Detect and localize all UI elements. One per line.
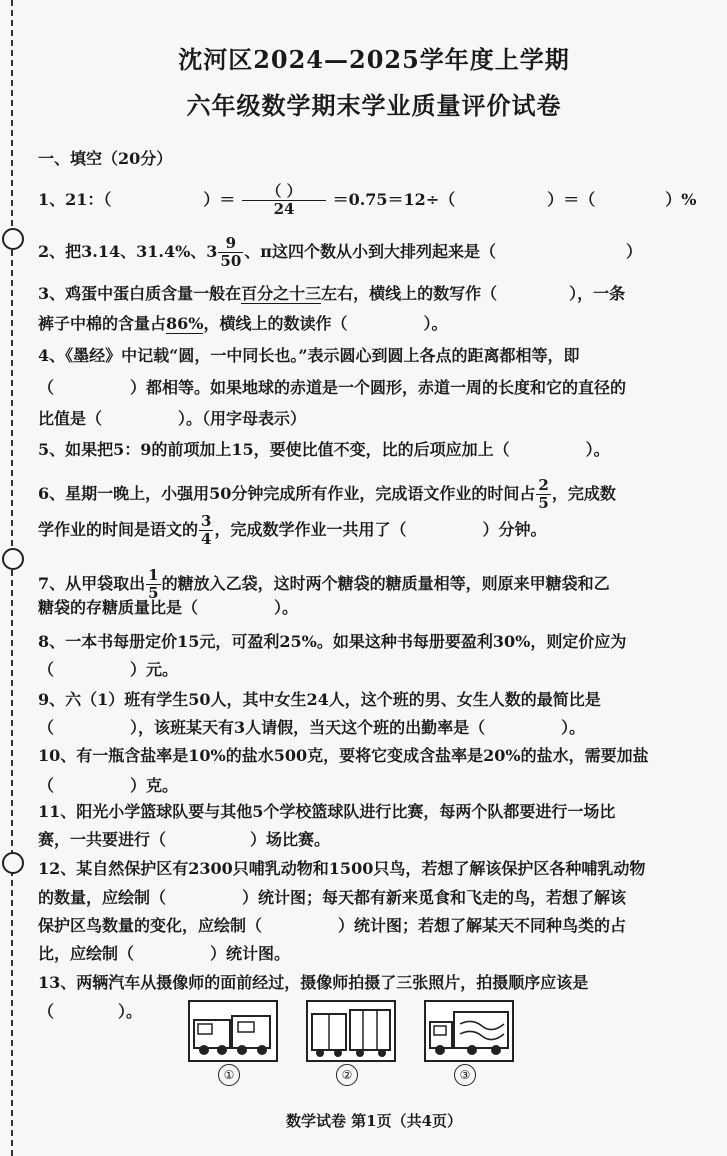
exam-title-line1: 沈河区2024—2025学年度上学期: [178, 45, 570, 74]
photo-2-label: ②: [336, 1064, 358, 1086]
photo-3-label: ③: [454, 1064, 476, 1086]
exam-page: 沈河区2024—2025学年度上学期 六年级数学期末学业质量评价试卷 一、填空（20分） 1、21：（ ）＝ $\frac{( )}{24}$ ＝0.75＝12÷（ ）＝（ ）% 2、把3.14、31.4%、3 $\frac{9}{50}$ 、π这四个数从小到大排列起来是（ ） 3、鸡蛋中蛋白质含量一般在百分之十三左右，横线上的数写作（ ），一条 裤子中棉的含量占86%，横线上的数读作（ ）。 4、《墨经》中记载“圆，一中同长也。”表示圆心到圆上各点的距离都相等，即 （ ）都相等。如果地球的赤道是一个圆形，赤道一周的长度和它的直径的 比值是（ ）。（用字母表示） 5、如果把5：9的前项加上15，要使比值不变，比的后项应加上（ ）。 6、星期一晚上，小强用50分钟完成所有作业，完成语文作业的时间占 $\frac{2}{5}$ ，完成数 学作业的时间是语文的 $\frac{3}{4}$ ，完成数学作业一共用了（ ）分钟。 7、从甲袋取出 $\frac{1}{5}$ 的糖放入乙袋，这时两个糖袋的糖质量相等，则原来甲糖袋和乙 糖袋的存糖质量比是（ ）。 8、一本书每册定价15元，可盈利25%。如果这种书每册要盈利30%，则定价应为 （ ）元。 9、六（1）班有学生50人，其中女生24人，这个班的男、女生人数的最简比是 （ ），该班某天有3人请假，当天这个班的出勤率是（ ）。 10、有一瓶含盐率是10%的盐水500克，要将它变成含盐率是20%的盐水，需要加盐 （ ）克。 11、阳光小学篮球队要与其他5个学校篮球队进行比赛，每两个队都要进行一场比 赛，一共要进行（ ）场比赛。 12、某自然保护区有2300只哺乳动物和1500只鸟，若想了解该保护区各种哺乳动物 的数量，应绘制（ ）统计图；每天都有新来觅食和飞走的鸟，若想了解该 保护区鸟数量的变化，应绘制（ ）统计图；若想了解某天不同种鸟类的占 比，应绘制（ ）统计图。 13、两辆汽车从摄像师的面前经过，摄像师拍摄了三张照片，拍摄顺序应该是 （ ）。 ① ② ③ 数学试卷 第1页（共4页）: [38, 0, 710, 1156]
page-footer: 数学试卷 第1页（共4页）: [285, 1112, 463, 1130]
question-9: 9、六（1）班有学生50人，其中女生24人，这个班的男、女生人数的最简比是: [38, 690, 601, 709]
question-8: 8、一本书每册定价15元，可盈利25%。如果这种书每册要盈利30%，则定价应为: [38, 632, 627, 651]
question-7: 7、从甲袋取出 $\frac{1}{5}$ 的糖放入乙袋，这时两个糖袋的糖质量相等，则原来甲糖袋和乙: [38, 566, 610, 602]
question-13: 13、两辆汽车从摄像师的面前经过，摄像师拍摄了三张照片，拍摄顺序应该是: [38, 973, 589, 992]
photo-1-label: ①: [218, 1064, 240, 1086]
photo-3-truck-image: [424, 1000, 514, 1062]
punch-hole-icon: [2, 548, 24, 570]
question-11: 11、阳光小学篮球队要与其他5个学校篮球队进行比赛，每两个队都要进行一场比: [38, 802, 616, 821]
binding-dashed-line: [11, 0, 13, 1156]
punch-hole-icon: [2, 852, 24, 874]
punch-hole-icon: [2, 228, 24, 250]
fraction-q6-a: $\frac{2}{5}$: [538, 476, 549, 512]
fraction-q2: $\frac{9}{50}$: [220, 234, 242, 270]
photo-options: [188, 1000, 528, 1090]
question-3: 3、鸡蛋中蛋白质含量一般在百分之十三左右，横线上的数写作（ ），一条: [38, 284, 626, 303]
exam-title-line2: 六年级数学期末学业质量评价试卷: [186, 91, 562, 120]
photo-2-trucks-image: [306, 1000, 396, 1062]
question-5: 5、如果把5：9的前项加上15，要使比值不变，比的后项应加上（ ）。: [38, 440, 610, 459]
question-2: 2、把3.14、31.4%、3 $\frac{9}{50}$ 、π这四个数从小到大排列起来是（ ）: [38, 234, 643, 270]
question-10: 10、有一瓶含盐率是10%的盐水500克，要将它变成含盐率是20%的盐水，需要加盐: [38, 746, 649, 765]
fraction-q6-b: $\frac{3}{4}$: [201, 512, 212, 548]
fraction-q7: $\frac{1}{5}$: [148, 566, 159, 602]
question-6: 6、星期一晚上，小强用50分钟完成所有作业，完成语文作业的时间占 $\frac{2}{5}$ ，完成数: [38, 476, 616, 512]
question-12: 12、某自然保护区有2300只哺乳动物和1500只鸟，若想了解该保护区各种哺乳动物: [38, 859, 646, 878]
question-4: 4、《墨经》中记载“圆，一中同长也。”表示圆心到圆上各点的距离都相等，即: [38, 346, 580, 365]
photo-1-trucks-image: [188, 1000, 278, 1062]
section-heading: 一、填空（20分）: [38, 149, 173, 168]
question-1: 1、21：（ ）＝ $\frac{( )}{24}$ ＝0.75＝12÷（ ）＝（ ）%: [38, 182, 697, 218]
fraction-q1: $\frac{( )}{24}$: [242, 184, 326, 217]
